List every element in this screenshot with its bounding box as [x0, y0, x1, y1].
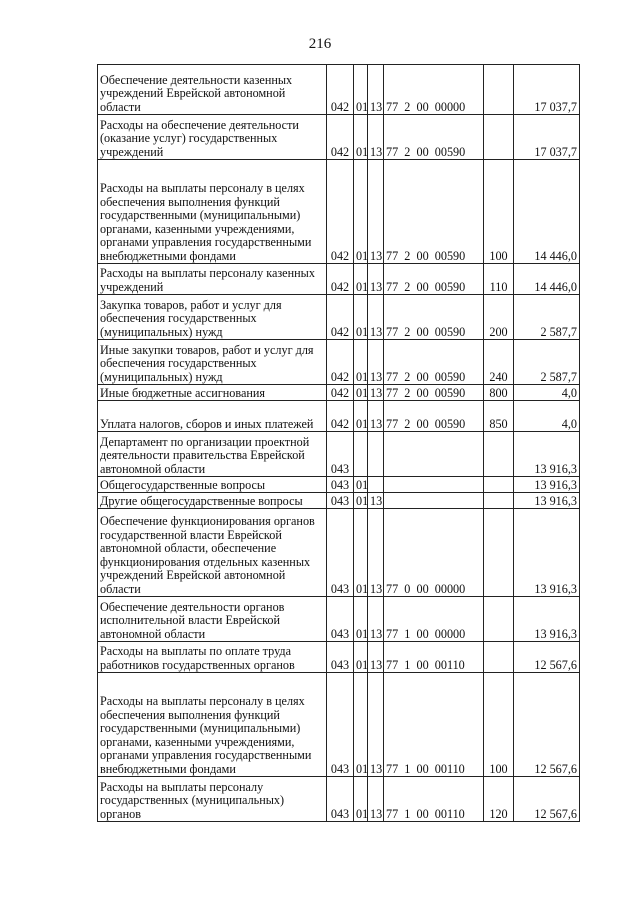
row-rz: 01	[354, 673, 368, 777]
row-ved: 042	[327, 295, 354, 340]
row-vr	[484, 432, 514, 477]
row-sum: 13 916,3	[514, 477, 580, 493]
row-rz: 01	[354, 160, 368, 264]
row-sum: 13 916,3	[514, 509, 580, 597]
row-name: Расходы на выплаты по оплате труда работников государственных органов	[98, 642, 327, 673]
row-pr: 13	[368, 340, 384, 385]
row-rz	[354, 432, 368, 477]
row-name: Расходы на выплаты персоналу в целях обеспечения выполнения функций государственными (муниципальными) органами, казенными учреждениями, органами управления государственными внебюджетными фондами	[98, 673, 327, 777]
row-name: Обеспечение функционирования органов государственной власти Еврейской автономной области, обеспечение функционирования отдельных казенных учреждений Еврейской автономной области	[98, 509, 327, 597]
row-ved: 043	[327, 432, 354, 477]
row-csr: 77 2 00 00590	[384, 160, 484, 264]
row-ved: 042	[327, 65, 354, 115]
row-vr	[484, 477, 514, 493]
row-csr: 77 2 00 00590	[384, 295, 484, 340]
row-pr: 13	[368, 160, 384, 264]
table-row	[98, 432, 580, 477]
table-row	[98, 777, 580, 822]
row-name: Общегосударственные вопросы	[98, 477, 327, 493]
row-csr: 77 2 00 00590	[384, 264, 484, 295]
row-pr: 13	[368, 597, 384, 642]
row-csr: 77 2 00 00590	[384, 340, 484, 385]
budget-table	[97, 64, 580, 822]
row-vr: 100	[484, 673, 514, 777]
row-name: Расходы на выплаты персоналу в целях обеспечения выполнения функций государственными (муниципальными) органами, казенными учреждениями, органами управления государственными внебюджетными фондами	[98, 160, 327, 264]
row-sum: 13 916,3	[514, 432, 580, 477]
row-rz: 01	[354, 340, 368, 385]
row-ved: 042	[327, 264, 354, 295]
row-name: Расходы на выплаты персоналу государственных (муниципальных) органов	[98, 777, 327, 822]
table-row	[98, 264, 580, 295]
row-name: Расходы на обеспечение деятельности (оказание услуг) государственных учреждений	[98, 115, 327, 160]
row-pr	[368, 432, 384, 477]
row-name: Обеспечение деятельности казенных учреждений Еврейской автономной области	[98, 65, 327, 115]
row-pr: 13	[368, 509, 384, 597]
row-csr	[384, 432, 484, 477]
row-rz: 01	[354, 509, 368, 597]
row-sum: 17 037,7	[514, 65, 580, 115]
row-vr: 850	[484, 401, 514, 432]
row-csr: 77 1 00 00110	[384, 673, 484, 777]
row-ved: 042	[327, 160, 354, 264]
row-sum: 12 567,6	[514, 673, 580, 777]
row-csr: 77 2 00 00590	[384, 385, 484, 401]
row-vr	[484, 642, 514, 673]
row-ved: 043	[327, 509, 354, 597]
row-ved: 043	[327, 477, 354, 493]
row-vr: 100	[484, 160, 514, 264]
row-pr: 13	[368, 777, 384, 822]
row-sum: 12 567,6	[514, 777, 580, 822]
row-name: Иные закупки товаров, работ и услуг для обеспечения государственных (муниципальных) нужд	[98, 340, 327, 385]
row-pr: 13	[368, 385, 384, 401]
row-ved: 042	[327, 401, 354, 432]
table-row	[98, 401, 580, 432]
table-row	[98, 340, 580, 385]
row-csr: 77 0 00 00000	[384, 509, 484, 597]
table-row	[98, 477, 580, 493]
row-vr	[484, 509, 514, 597]
table-row	[98, 295, 580, 340]
row-pr: 13	[368, 673, 384, 777]
row-name: Закупка товаров, работ и услуг для обеспечения государственных (муниципальных) нужд	[98, 295, 327, 340]
row-name: Департамент по организации проектной деятельности правительства Еврейской автономной области	[98, 432, 327, 477]
table-row	[98, 642, 580, 673]
row-vr: 240	[484, 340, 514, 385]
row-rz: 01	[354, 642, 368, 673]
row-rz: 01	[354, 115, 368, 160]
row-rz: 01	[354, 295, 368, 340]
row-pr: 13	[368, 115, 384, 160]
row-name: Расходы на выплаты персоналу казенных учреждений	[98, 264, 327, 295]
row-sum: 4,0	[514, 401, 580, 432]
row-sum: 2 587,7	[514, 340, 580, 385]
table-row	[98, 385, 580, 401]
row-name: Уплата налогов, сборов и иных платежей	[98, 401, 327, 432]
row-vr: 800	[484, 385, 514, 401]
row-vr: 120	[484, 777, 514, 822]
row-rz: 01	[354, 777, 368, 822]
row-csr: 77 2 00 00590	[384, 115, 484, 160]
row-name: Иные бюджетные ассигнования	[98, 385, 327, 401]
row-ved: 042	[327, 115, 354, 160]
row-csr	[384, 477, 484, 493]
table-row	[98, 509, 580, 597]
row-rz: 01	[354, 493, 368, 509]
row-sum: 17 037,7	[514, 115, 580, 160]
row-sum: 13 916,3	[514, 493, 580, 509]
row-csr: 77 1 00 00000	[384, 597, 484, 642]
row-name: Другие общегосударственные вопросы	[98, 493, 327, 509]
row-rz: 01	[354, 264, 368, 295]
row-vr	[484, 115, 514, 160]
row-csr	[384, 493, 484, 509]
row-ved: 042	[327, 340, 354, 385]
row-pr: 13	[368, 401, 384, 432]
row-sum: 12 567,6	[514, 642, 580, 673]
table-row	[98, 115, 580, 160]
row-sum: 4,0	[514, 385, 580, 401]
row-csr: 77 2 00 00590	[384, 401, 484, 432]
row-pr: 13	[368, 295, 384, 340]
row-ved: 043	[327, 777, 354, 822]
row-name: Обеспечение деятельности органов исполнительной власти Еврейской автономной области	[98, 597, 327, 642]
row-sum: 14 446,0	[514, 264, 580, 295]
row-pr: 13	[368, 65, 384, 115]
row-sum: 14 446,0	[514, 160, 580, 264]
row-ved: 043	[327, 642, 354, 673]
row-pr	[368, 477, 384, 493]
row-vr: 110	[484, 264, 514, 295]
table-body	[98, 65, 580, 822]
row-rz: 01	[354, 477, 368, 493]
row-rz: 01	[354, 65, 368, 115]
row-rz: 01	[354, 401, 368, 432]
row-rz: 01	[354, 597, 368, 642]
row-pr: 13	[368, 493, 384, 509]
table-row	[98, 673, 580, 777]
row-rz: 01	[354, 385, 368, 401]
row-sum: 13 916,3	[514, 597, 580, 642]
row-ved: 042	[327, 385, 354, 401]
row-ved: 043	[327, 493, 354, 509]
row-pr: 13	[368, 264, 384, 295]
row-csr: 77 1 00 00110	[384, 642, 484, 673]
row-vr: 200	[484, 295, 514, 340]
table-row	[98, 597, 580, 642]
row-ved: 043	[327, 597, 354, 642]
row-vr	[484, 65, 514, 115]
row-vr	[484, 597, 514, 642]
row-csr: 77 2 00 00000	[384, 65, 484, 115]
row-pr: 13	[368, 642, 384, 673]
row-ved: 043	[327, 673, 354, 777]
row-vr	[484, 493, 514, 509]
row-csr: 77 1 00 00110	[384, 777, 484, 822]
page-number: 216	[308, 36, 332, 52]
table-row	[98, 160, 580, 264]
table-row	[98, 493, 580, 509]
row-sum: 2 587,7	[514, 295, 580, 340]
table-row	[98, 65, 580, 115]
